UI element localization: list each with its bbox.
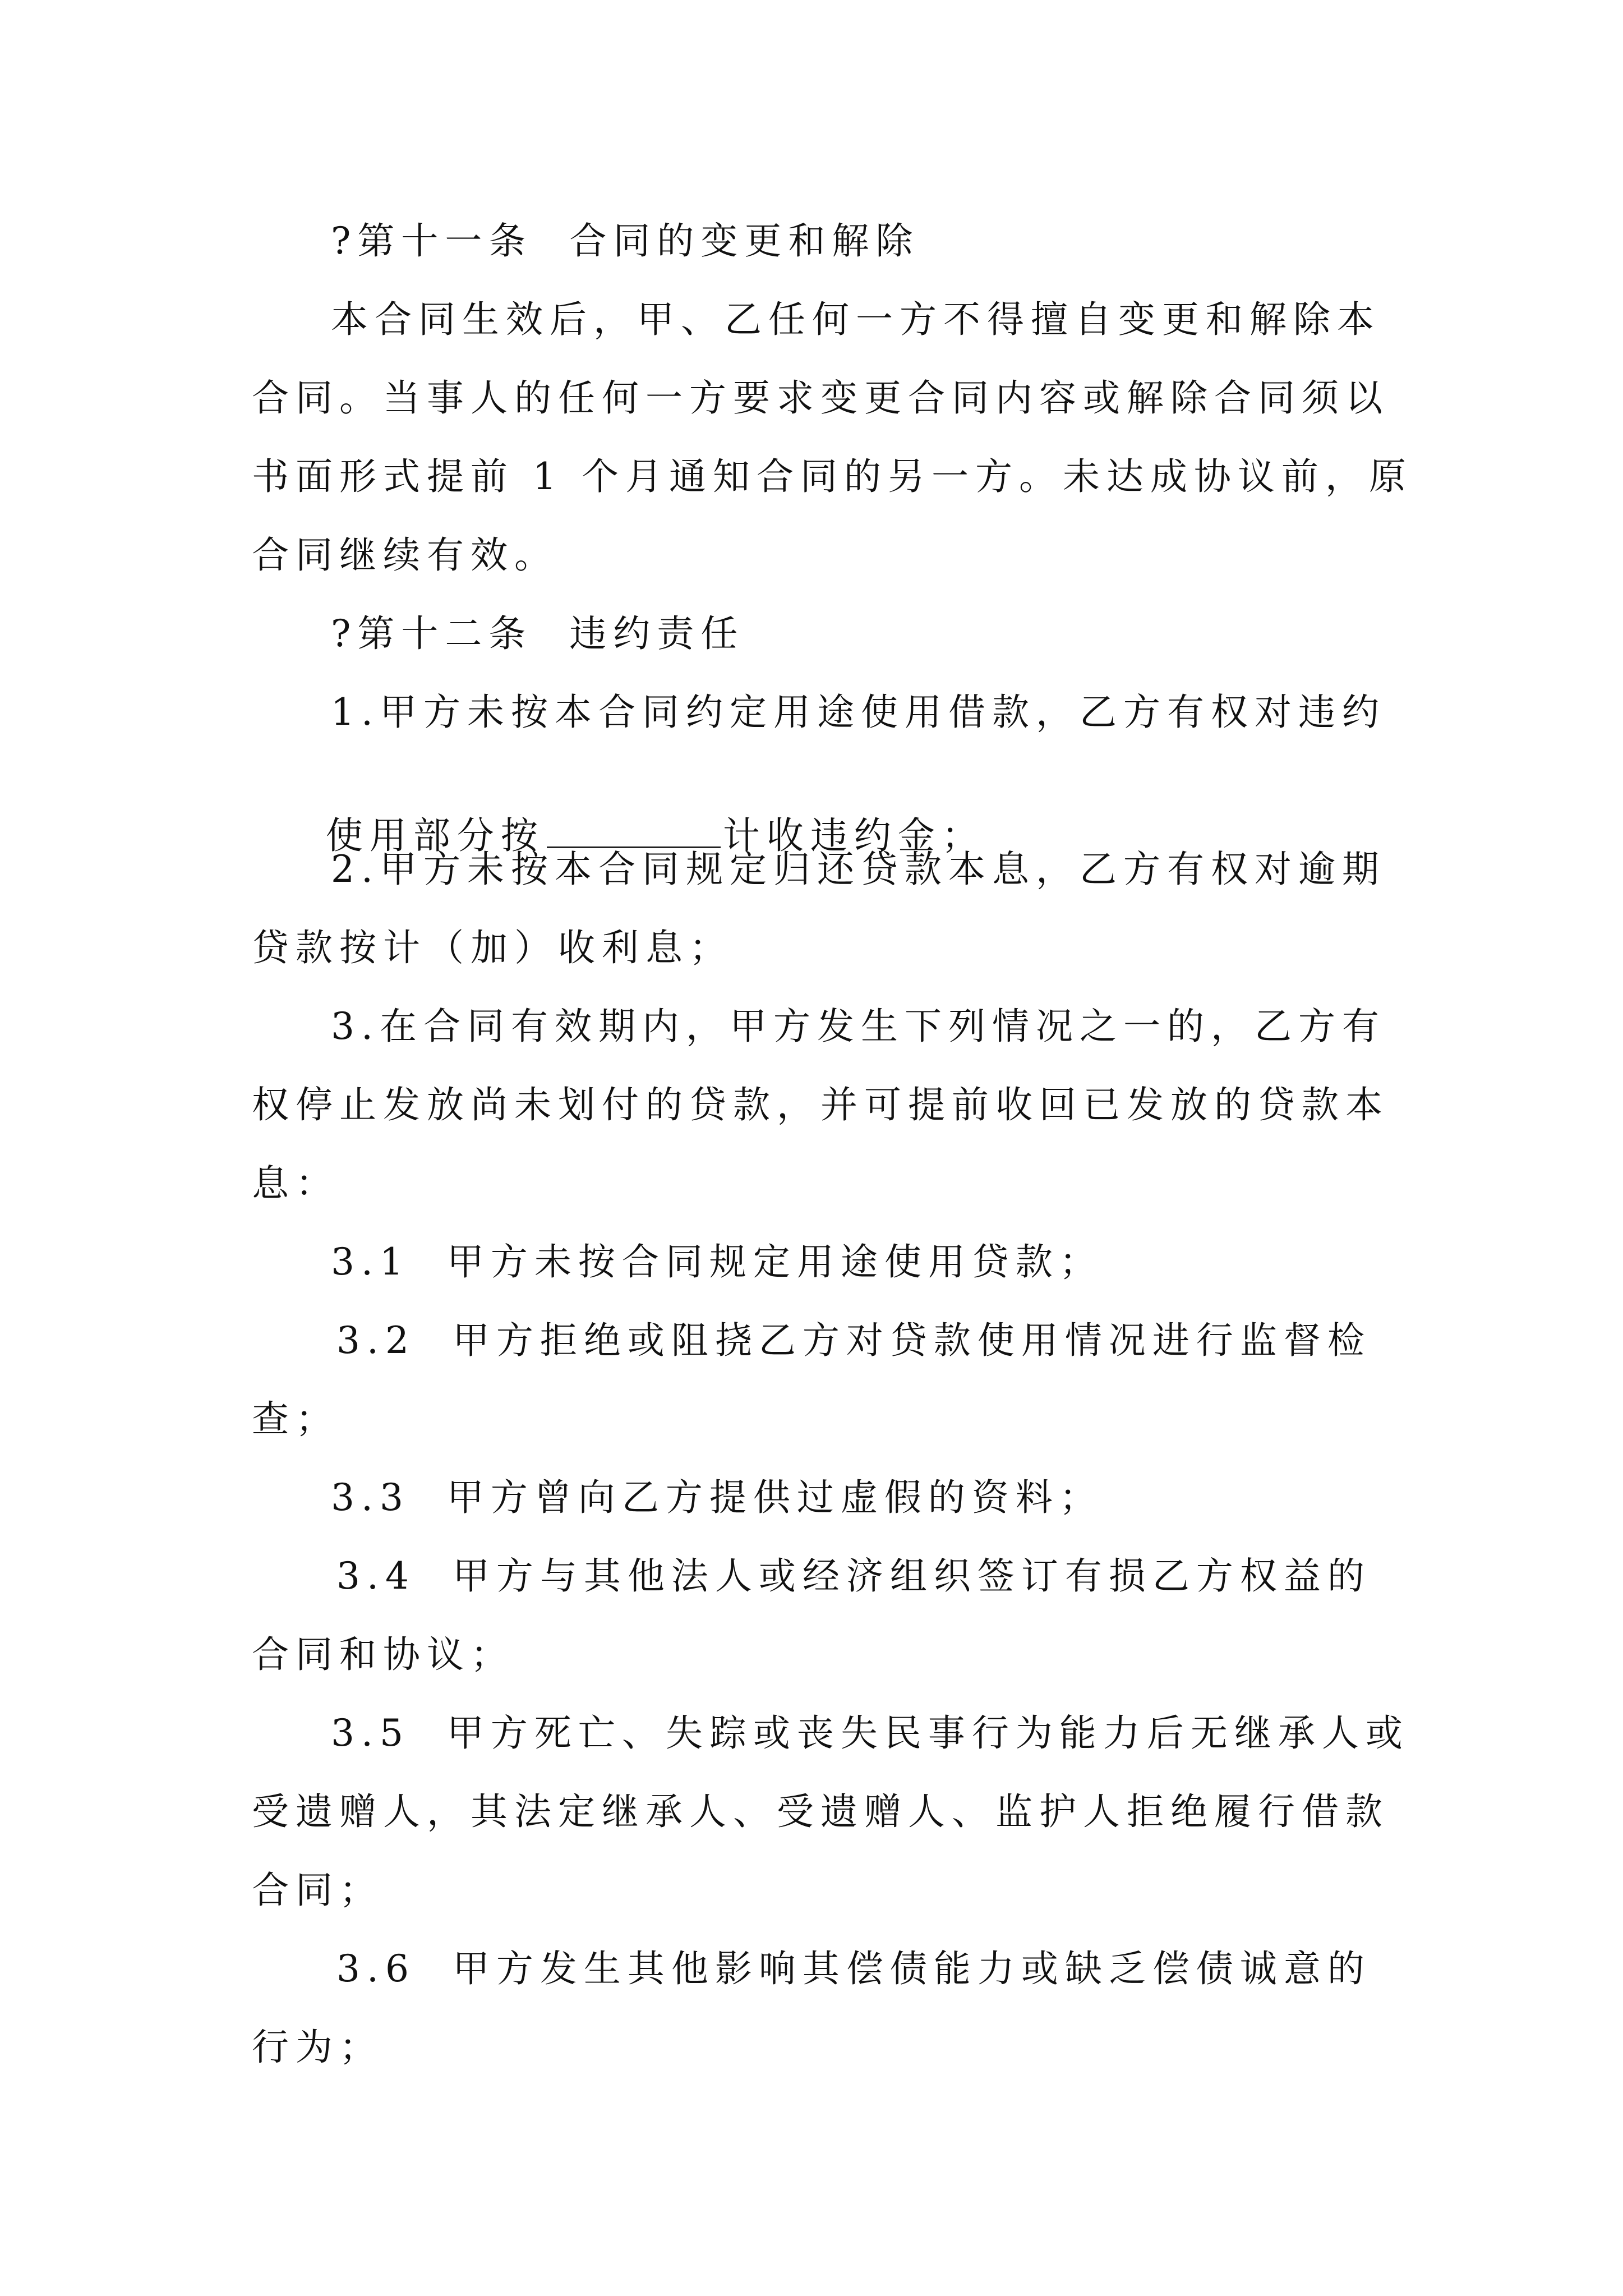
sub-item-3-2-line-1: 3.2 甲方拒绝或阻挠乙方对贷款使用情况进行监督检 xyxy=(336,1319,1371,1362)
sub-item-3-6-line-1: 3.6 甲方发生其他影响其偿债能力或缺乏偿债诚意的 xyxy=(336,1947,1371,1990)
item-3-line-1: 3.在合同有效期内，甲方发生下列情况之一的，乙方有 xyxy=(331,1005,1386,1048)
section-11-paragraph-line-2: 合同。当事人的任何一方要求变更合同内容或解除合同须以 xyxy=(252,376,1389,420)
item-2-line-2: 贷款按计（加）收利息； xyxy=(252,926,733,969)
penalty-rate-blank xyxy=(547,814,721,848)
item-3-line-3: 息： xyxy=(252,1162,339,1205)
sub-item-3-6-line-2: 行为； xyxy=(252,2026,383,2069)
item-1-line-2-prefix: 使用部分按 xyxy=(325,814,545,857)
sub-item-3-5-line-3: 合同； xyxy=(252,1869,383,1912)
sub-item-3-3: 3.3 甲方曾向乙方提供过虚假的资料； xyxy=(331,1476,1103,1519)
item-2-line-1: 2.甲方未按本合同规定归还贷款本息，乙方有权对逾期 xyxy=(331,848,1386,891)
sub-item-3-5-line-2: 受遗赠人，其法定继承人、受遗赠人、监护人拒绝履行借款 xyxy=(252,1790,1389,1833)
item-3-line-2: 权停止发放尚未划付的贷款，并可提前收回已发放的贷款本 xyxy=(252,1083,1389,1126)
section-12-heading: ?第十二条 违约责任 xyxy=(331,612,745,655)
sub-item-3-4-line-1: 3.4 甲方与其他法人或经济组织签订有损乙方权益的 xyxy=(336,1554,1371,1598)
section-11-paragraph-line-4: 合同继续有效。 xyxy=(252,533,558,577)
item-1-line-1: 1.甲方未按本合同约定用途使用借款，乙方有权对违约 xyxy=(331,691,1386,734)
sub-item-3-5-line-1: 3.5 甲方死亡、失踪或丧失民事行为能力后无继承人或 xyxy=(331,1711,1409,1755)
sub-item-3-2-line-2: 查； xyxy=(252,1397,339,1441)
sub-item-3-4-line-2: 合同和协议； xyxy=(252,1633,514,1676)
sub-item-3-1: 3.1 甲方未按合同规定用途使用贷款； xyxy=(331,1240,1103,1283)
section-11-heading: ?第十一条 合同的变更和解除 xyxy=(331,219,920,263)
section-11-paragraph-line-1: 本合同生效后，甲、乙任何一方不得擅自变更和解除本 xyxy=(331,298,1381,341)
item-1-line-2-suffix: 计收违约金； xyxy=(722,814,985,857)
section-11-paragraph-line-3: 书面形式提前 1 个月通知合同的另一方。未达成协议前，原 xyxy=(252,455,1413,498)
